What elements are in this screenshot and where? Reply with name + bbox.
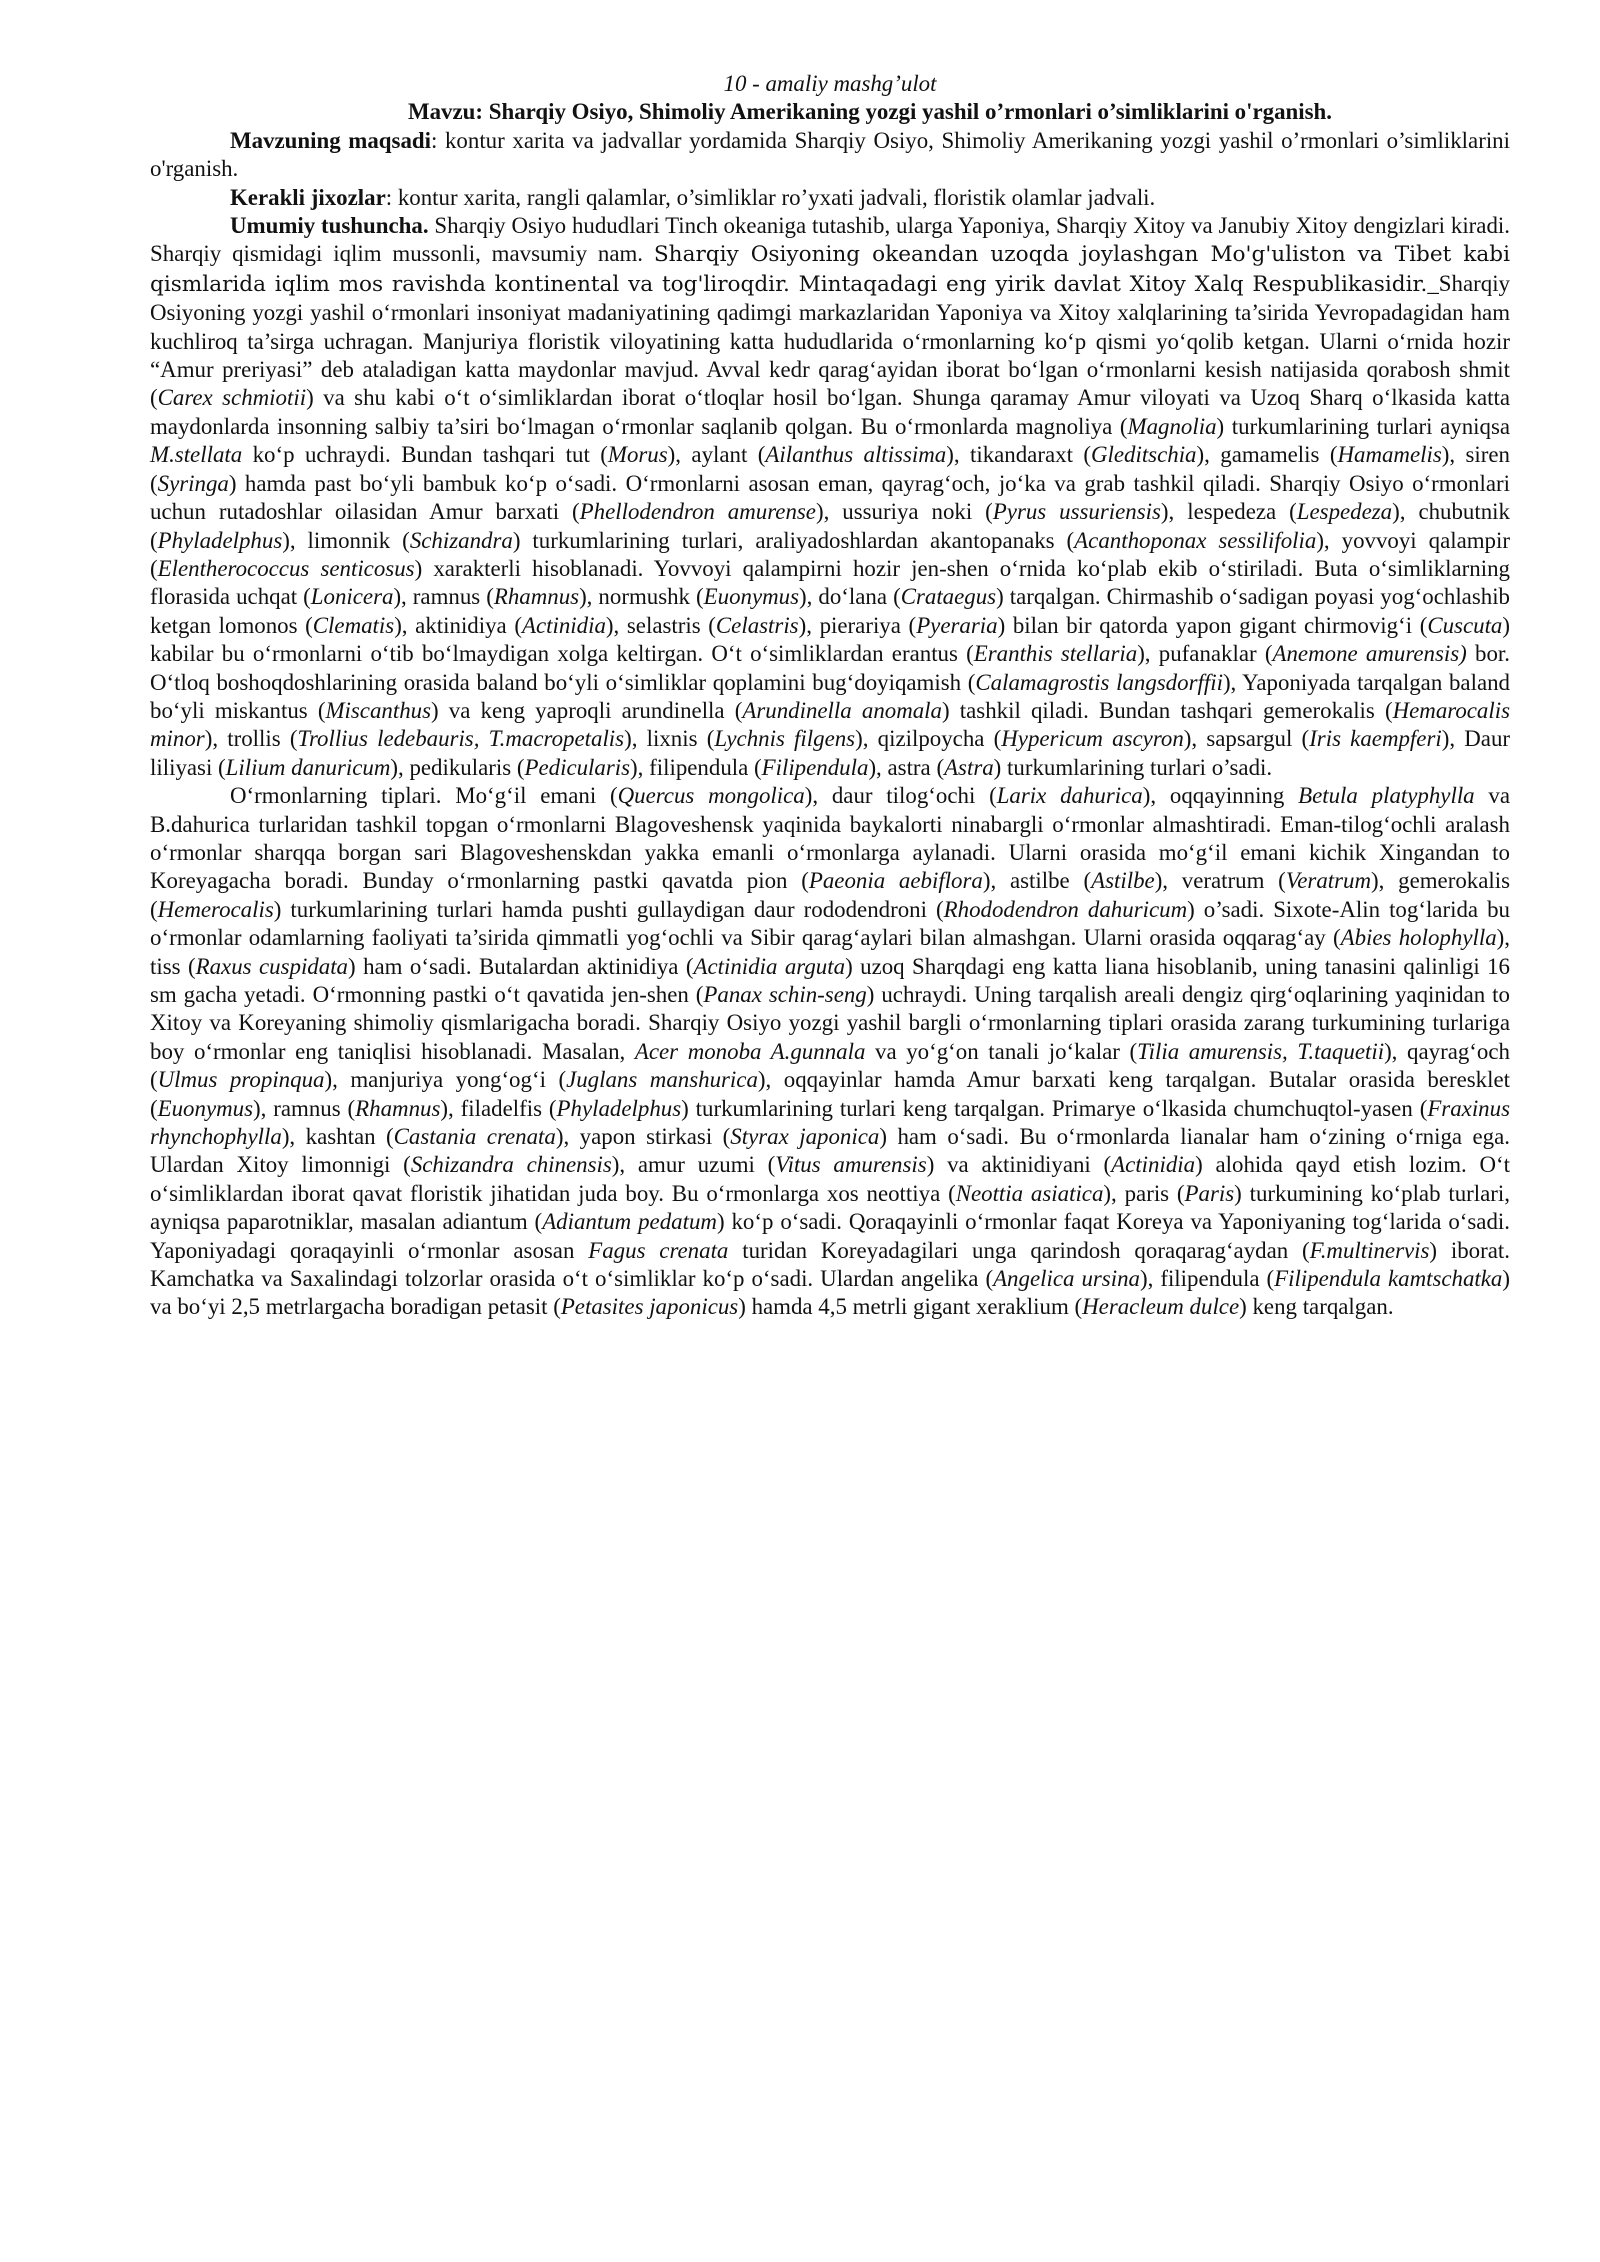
concept-label: Umumiy tushuncha. bbox=[230, 213, 429, 239]
concept-paragraph: Umumiy tushuncha. Sharqiy Osiyo hududlari Tinch okeaniga tutashib, ularga Yaponiya, Sharqiy Xitoy va Janubiy Xitoy dengizlari kiradi. Sharqiy qismidagi iqlim mussonli, mavsumiy nam. Sharqiy Osiyoning okeandan uzoqda joylashgan Mo'g'uliston va Tibet kabi qismlarida iqlim mos ravishda kontinental va tog'liroqdir. Mintaqadagi eng yirik davlat Xitoy Xalq Respublikasidir._Sharqiy Osiyoning yozgi yashil oʻrmonlari insoniyat madaniyatining qadimgi markazlaridan Yaponiya va Xitoy xalqlarining ta’sirida Yevropadagidan ham kuchliroq ta’sirga uchragan. Manjuriya floristik viloyatining katta hududlarida oʻrmonlarning koʻp qismi yoʻqolib ketgan. Ularni oʻrnida hozir “Amur preriyasi” deb ataladigan katta maydonlar mavjud. Avval kedr qaragʻayidan iborat boʻlgan oʻrmonlarni kesish natijasida qorabosh shmit (Carex schmiotii) va shu kabi oʻt oʻsimliklardan iborat oʻtloqlar hosil boʻlgan. Shunga qaramay Amur viloyati va Uzoq Sharq oʻlkasida katta maydonlarda insonning salbiy ta’siri boʻlmagan oʻrmonlar saqlanib qolgan. Bu oʻrmonlarda magnoliya (Magnolia) turkumlarining turlari ayniqsa M.stellata koʻp uchraydi. Bundan tashqari tut (Morus), aylant (Ailanthus altissima), tikandaraxt (Gleditschia), gamamelis (Hamamelis), siren (Syringa) hamda past boʻyli bambuk koʻp oʻsadi. Oʻrmonlarni asosan eman, qayragʻoch, joʻka va grab tashkil qiladi. Sharqiy Osiyo oʻrmonlari uchun rutadoshlar oilasidan Amur barxati (Phellodendron amurense), ussuriya noki (Pyrus ussuriensis), lespedeza (Lespedeza), chubutnik (Phyladelphus), limonnik (Schizandra) turkumlarining turlari, araliyadoshlardan akantopanaks (Acanthoponax sessilifolia), yovvoyi qalampir (Elentherococcus senticosus) xarakterli hisoblanadi. Yovvoyi qalampirni hozir jen-shen oʻrnida koʻplab ekib oʻstiriladi. Buta oʻsimliklarning florasida uchqat (Lonicera), ramnus (Rhamnus), normushk (Euonymus), doʻlana (Crataegus) tarqalgan. Chirmashib oʻsadigan poyasi yogʻochlashib ketgan lomonos (Clematis), aktinidiya (Actinidia), selastris (Celastris), pierariya (Pyeraria) bilan bir qatorda yapon gigant chirmovigʻi (Cuscuta) kabilar bu oʻrmonlarni oʻtib boʻlmaydigan xolga keltirgan. Oʻt oʻsimliklardan erantus (Eranthis stellaria), pufanaklar (Anemone amurensis) bor. Oʻtloq boshoqdoshlarining orasida baland boʻyli oʻsimliklar qoplamini bugʻdoyiqamish (Calamagrostis langsdorffii), Yaponiyada tarqalgan baland boʻyli miskantus (Miscanthus) va keng yaproqli arundinella (Arundinella anomala) tashkil qiladi. Bundan tashqari gemerokalis (Hemarocalis minor), trollis (Trollius ledebauris, T.macropetalis), lixnis (Lychnis filgens), qizilpoycha (Hypericum ascyron), sapsargul (Iris kaempferi), Daur liliyasi (Lilium danuricum), pedikularis (Pedicularis), filipendula (Filipendula), astra (Astra) turkumlarining turlari o’sadi. bbox=[150, 213, 1511, 780]
lesson-title: 10 - amaliy mashg’ulot bbox=[723, 71, 937, 96]
tools-label: Kerakli jixozlar bbox=[230, 184, 386, 210]
goal-paragraph bbox=[150, 127, 1510, 184]
tools-paragraph bbox=[150, 184, 1510, 212]
goal-text: : kontur xarita va jadvallar yordamida Sharqiy Osiyo, Shimoliy Amerikaning yozgi yashil o’rmonlari o’simliklarini o'rganish. bbox=[150, 127, 1510, 182]
document-page bbox=[150, 70, 1510, 1322]
lesson-topic: Mavzu: Sharqiy Osiyo, Shimoliy Amerikaning yozgi yashil o’rmonlari o’simliklarini o'rganish. bbox=[408, 99, 1332, 125]
forest-types-paragraph: Oʻrmonlarning tiplari. Moʻgʻil emani (Quercus mongolica), daur tilogʻochi (Larix dahurica), oqqayinning Betula platyphylla va B.dahurica turlaridan tashkil topgan oʻrmonlarni Blagoveshensk yaqinida baykalorti ninabargli oʻrmonlar almashtiradi. Eman-tilogʻochli aralash oʻrmonlar sharqqa borgan sari Blagoveshenskdan yakka emanli oʻrmonlarga aylanadi. Ularni orasida moʻgʻil emani kichik Xingandan to Koreyagacha boradi. Bunday oʻrmonlarning pastki qavatda pion (Paeonia aebiflora), astilbe (Astilbe), veratrum (Veratrum), gemerokalis (Hemerocalis) turkumlarining turlari hamda pushti gullaydigan daur rododendroni (Rhododendron dahuricum) o’sadi. Sixote-Alin togʻlarida bu oʻrmonlar odamlarning faoliyati ta’sirida qimmatli yogʻochli va Sibir qaragʻaylari bilan almashgan. Ularni orasida oqqaragʻay (Abies holophylla), tiss (Raxus cuspidata) ham oʻsadi. Butalardan aktinidiya (Actinidia arguta) uzoq Sharqdagi eng katta liana hisoblanib, uning tanasini qalinligi 16 sm gacha yetadi. Oʻrmonning pastki oʻt qavatida jen-shen (Panax schin-seng) uchraydi. Uning tarqalish areali dengiz qirgʻoqlarining yaqinidan to Xitoy va Koreyaning shimoliy qismlarigacha boradi. Sharqiy Osiyo yozgi yashil bargli oʻrmonlarning tiplari orasida zarang turkumining turlariga boy oʻrmonlar eng taniqlisi hisoblanadi. Masalan, Acer monoba A.gunnala va yoʻgʻon tanali joʻkalar (Tilia amurensis, T.taquetii), qayragʻoch (Ulmus propinqua), manjuriya yongʻogʻi (Juglans manshurica), oqqayinlar hamda Amur barxati keng tarqalgan. Butalar orasida beresklet (Euonymus), ramnus (Rhamnus), filadelfis (Phyladelphus) turkumlarining turlari keng tarqalgan. Primarye oʻlkasida chumchuqtol-yasen (Fraxinus rhynchophylla), kashtan (Castania crenata), yapon stirkasi (Styrax japonica) ham oʻsadi. Bu oʻrmonlarda lianalar ham oʻzining oʻrniga ega. Ulardan Xitoy limonnigi (Schizandra chinensis), amur uzumi (Vitus amurensis) va aktinidiyani (Actinidia) alohida qayd etish lozim. Oʻt oʻsimliklardan iborat qavat floristik jihatidan juda boy. Bu oʻrmonlarga xos neottiya (Neottia asiatica), paris (Paris) turkumining koʻplab turlari, ayniqsa paparotniklar, masalan adiantum (Adiantum pedatum) koʻp oʻsadi. Qoraqayinli oʻrmonlar faqat Koreya va Yaponiyaning togʻlarida oʻsadi. Yaponiyadagi qoraqayinli oʻrmonlar asosan Fagus crenata turidan Koreyadagilari unga qarindosh qoraqaragʻaydan (F.multinervis) iborat. Kamchatka va Saxalindagi tolzorlar orasida oʻt oʻsimliklar koʻp oʻsadi. Ulardan angelika (Angelica ursina), filipendula (Filipendula kamtschatka) va boʻyi 2,5 metrlargacha boradigan petasit (Petasites japonicus) hamda 4,5 metrli gigant xeraklium (Heracleum dulce) keng tarqalgan. bbox=[150, 783, 1511, 1320]
tools-text: : kontur xarita, rangli qalamlar, o’simliklar ro’yxati jadvali, floristik olamlar jadvali. bbox=[385, 184, 1156, 210]
goal-label: Mavzuning maqsadi bbox=[230, 127, 431, 153]
